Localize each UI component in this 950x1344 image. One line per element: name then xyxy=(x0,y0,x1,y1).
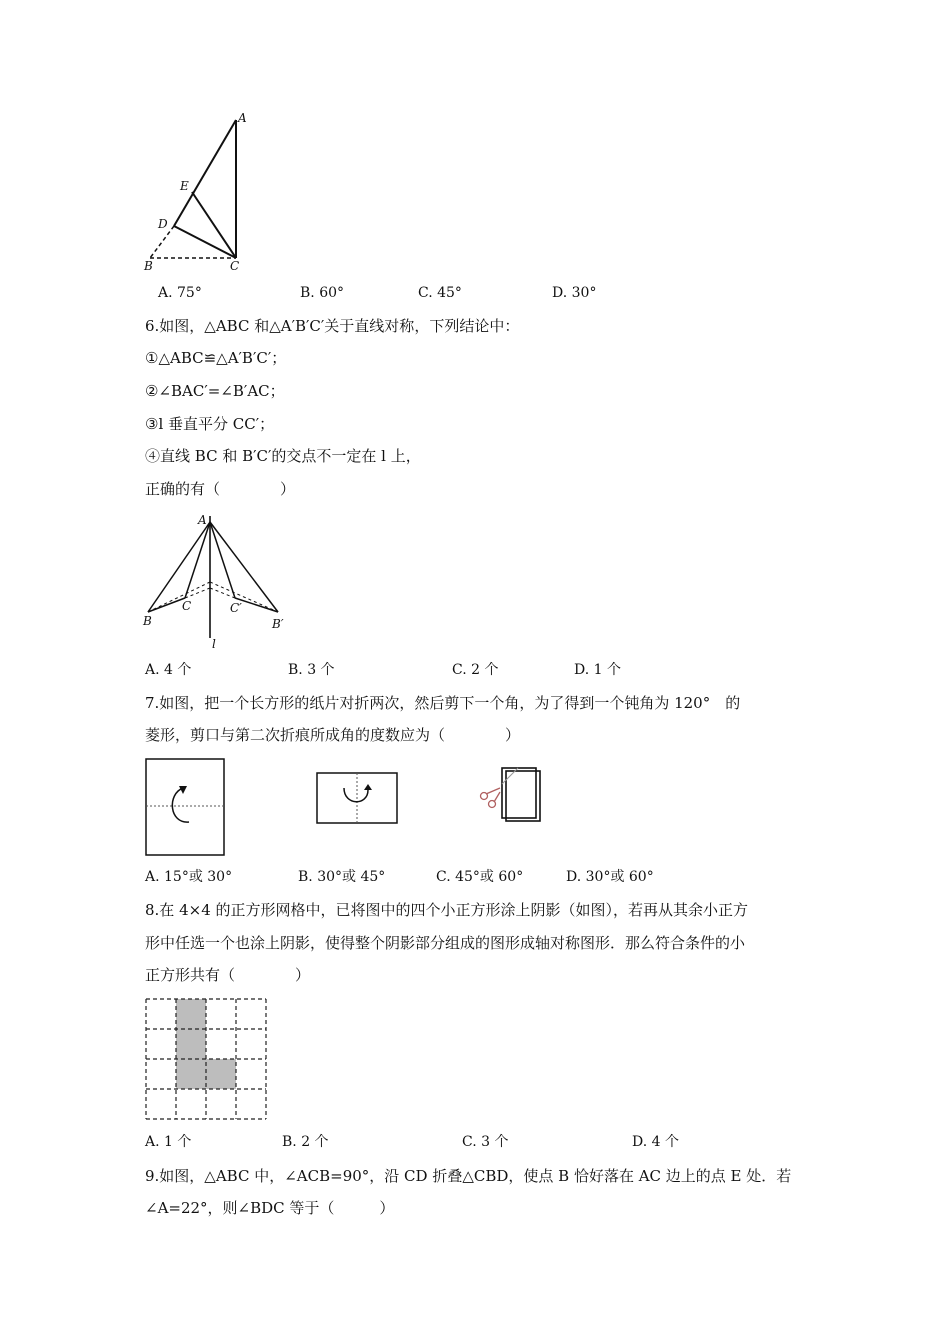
q7-fold-1-figure xyxy=(145,758,225,856)
q8-shaded-cell xyxy=(176,1029,206,1059)
q8-option-b: B. 2 个 xyxy=(282,1134,329,1150)
q7-line-2: 菱形，剪口与第二次折痕所成角的度数应为（ ） xyxy=(145,726,521,744)
q8-option-d: D. 4 个 xyxy=(632,1134,679,1150)
q8-line-2: 形中任选一个也涂上阴影，使得整个阴影部分组成的图形成轴对称图形．那么符合条件的小 xyxy=(145,934,746,952)
q9-line-2: ∠A=22°，则∠BDC 等于（ ） xyxy=(145,1199,395,1217)
q6-option-a: A. 4 个 xyxy=(145,662,192,678)
q6-option-c: C. 2 个 xyxy=(452,662,499,678)
q6-option-d: D. 1 个 xyxy=(574,662,621,678)
q6-statement-2: ②∠BAC′=∠B′AC； xyxy=(145,382,285,400)
q8-option-a: A. 1 个 xyxy=(145,1134,192,1150)
q6-option-b: B. 3 个 xyxy=(288,662,335,678)
q5-option-c: C. 45° xyxy=(418,285,462,301)
q7-line-1: 7.如图，把一个长方形的纸片对折两次，然后剪下一个角，为了得到一个钝角为 120° 的 xyxy=(145,694,741,712)
q6-statement-4: ④直线 BC 和 B′C′的交点不一定在 l 上， xyxy=(145,447,421,465)
q6-label-b: B xyxy=(143,614,152,628)
q8-option-c: C. 3 个 xyxy=(462,1134,509,1150)
q5-label-d: D xyxy=(158,217,168,231)
q6-statement-3: ③l 垂直平分 CC′； xyxy=(145,415,275,433)
q5-option-b: B. 60° xyxy=(300,285,345,301)
q7-option-c: C. 45°或 60° xyxy=(436,869,524,885)
q8-line-3: 正方形共有（ ） xyxy=(145,966,311,984)
q6-statement-1: ①△ABC≌△A′B′C′； xyxy=(145,349,287,367)
q7-option-b: B. 30°或 45° xyxy=(298,869,386,885)
q7-option-a: A. 15°或 30° xyxy=(145,869,233,885)
q6-ask: 正确的有（ ） xyxy=(145,480,296,498)
q6-stem: 6.如图，△ABC 和△A′B′C′关于直线对称，下列结论中： xyxy=(145,317,520,335)
q7-option-d: D. 30°或 60° xyxy=(566,869,654,885)
q9-line-1: 9.如图，△ABC 中，∠ACB=90°，沿 CD 折叠△CBD，使点 B 恰好落在 AC 边上的点 E 处．若 xyxy=(145,1167,792,1185)
q6-label-c: C xyxy=(182,599,192,613)
q5-option-d: D. 30° xyxy=(552,285,597,301)
q8-shaded-cell xyxy=(176,999,206,1029)
q8-line-1: 8.在 4×4 的正方形网格中，已将图中的四个小正方形涂上阴影（如图），若再从其余小正方 xyxy=(145,901,749,919)
q6-figure xyxy=(140,512,300,652)
q5-label-b: B xyxy=(144,259,153,273)
q5-label-e: E xyxy=(180,179,189,193)
q5-label-a: A xyxy=(238,111,247,125)
q7-fold-2-figure xyxy=(316,772,398,824)
q8-grid-figure xyxy=(145,998,269,1122)
q8-shaded-cell xyxy=(206,1059,236,1089)
q5-label-c: C xyxy=(230,259,240,273)
q8-shaded-cell xyxy=(176,1059,206,1089)
q7-cut-figure xyxy=(474,764,544,822)
q6-label-b-prime: B′ xyxy=(272,617,284,631)
q6-label-c-prime: C′ xyxy=(230,601,242,615)
q6-label-a: A xyxy=(198,513,207,527)
q5-option-a: A. 75° xyxy=(158,285,202,301)
q5-figure xyxy=(140,110,260,280)
q6-label-l: l xyxy=(212,637,216,651)
